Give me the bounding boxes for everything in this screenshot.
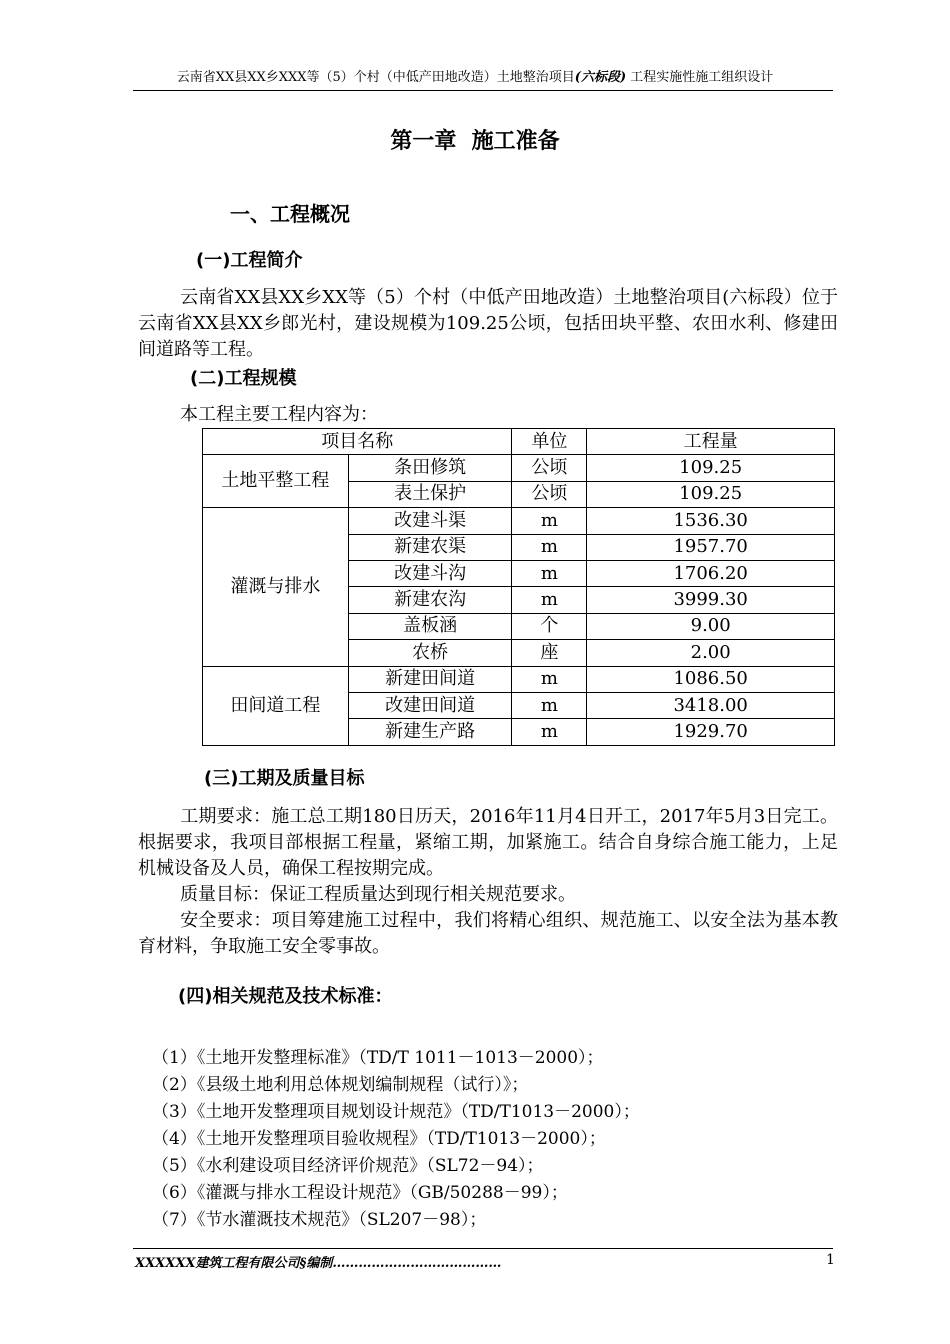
table-row [203,666,835,692]
unit-cell: m [512,666,587,692]
qty-cell: 1706.20 [587,560,835,586]
qty-cell: 1086.50 [587,666,835,692]
item-cell: 新建生产路 [348,719,512,745]
group-cell: 土地平整工程 [203,455,349,508]
standard-item: （7）《节水灌溉技术规范》（SL207－98）； [152,1210,487,1230]
unit-cell: m [512,534,587,560]
standard-item: （6）《灌溉与排水工程设计规范》（GB/50288－99）； [152,1183,568,1203]
standard-item: （5）《水利建设项目经济评价规范》（SL72－94）； [152,1156,544,1176]
chapter-title: 第一章 施工准备 [390,129,560,154]
header-divider [133,90,833,91]
item-cell: 改建田间道 [348,692,512,718]
header-text: 云南省XX县XX乡XXX等（5）个村（中低产田地改造）土地整治项目 [176,70,575,85]
subsection-title-standards: (四)相关规范及技术标准： [178,986,393,1007]
schedule-text: 工期要求：施工总工期180日历天，2016年11月4日开工，2017年5月3日完工。根据要求，我项目部根据工程量，紧缩工期，加紧施工。结合自身综合施工能力，上足机械设备及人员，确保工程按期完成。 [138,806,838,879]
unit-cell: m [512,560,587,586]
quality-paragraph [138,882,838,908]
standard-item: （3）《土地开发整理项目规划设计规范》（TD/T1013－2000）； [152,1102,640,1122]
item-cell: 表土保护 [348,481,512,507]
qty-cell: 109.25 [587,481,835,507]
subsection-title-scale: (二)工程规模 [190,368,297,389]
item-cell: 盖板涵 [348,613,512,639]
qty-cell: 109.25 [587,455,835,481]
unit-cell: 个 [512,613,587,639]
header-emphasis: (六标段) [574,70,627,85]
table-header-row [203,429,835,455]
unit-cell: m [512,508,587,534]
overview-paragraph [138,285,838,363]
subsection-title-schedule: (三)工期及质量目标 [204,768,365,789]
qty-cell: 9.00 [587,613,835,639]
item-cell: 新建田间道 [348,666,512,692]
unit-cell: m [512,692,587,718]
item-cell: 农桥 [348,640,512,666]
standard-item: （2）《县级土地利用总体规划编制规程（试行）》； [152,1075,529,1095]
item-cell: 新建农渠 [348,534,512,560]
unit-cell: 公顷 [512,455,587,481]
standard-item: （4）《土地开发整理项目验收规程》（TD/T1013－2000）； [152,1129,606,1149]
unit-cell: m [512,587,587,613]
page-number: 1 [826,1252,835,1268]
table-row [203,455,835,481]
unit-cell: 座 [512,640,587,666]
works-table [202,428,835,746]
section-title: 一、工程概况 [230,202,350,226]
subsection-title-overview: (一)工程简介 [196,250,303,271]
header-text-suffix: 工程实施性施工组织设计 [626,70,774,85]
quality-text: 质量目标：保证工程质量达到现行相关规范要求。 [180,884,576,905]
qty-cell: 1536.30 [587,508,835,534]
standard-item: （1）《土地开发整理标准》（TD/T 1011－1013－2000）； [152,1048,604,1068]
group-cell: 灌溉与排水 [203,508,349,666]
footer-divider [133,1248,833,1249]
qty-cell: 1929.70 [587,719,835,745]
footer-company: XXXXXX建筑工程有限公司§编制………………………………… [135,1256,502,1271]
header-cell: 项目名称 [203,429,512,455]
item-cell: 改建斗沟 [348,560,512,586]
qty-cell: 3418.00 [587,692,835,718]
schedule-paragraph [138,804,838,882]
item-cell: 改建斗渠 [348,508,512,534]
qty-cell: 2.00 [587,640,835,666]
safety-text: 安全要求：项目筹建施工过程中，我们将精心组织、规范施工、以安全法为基本教育材料，争取施工安全零事故。 [138,910,838,957]
scale-intro [138,402,838,428]
item-cell: 新建农沟 [348,587,512,613]
page-header [0,66,950,85]
overview-text: 云南省XX县XX乡XX等（5）个村（中低产田地改造）土地整治项目(六标段）位于云南省XX县XX乡郎光村，建设规模为109.25公顷，包括田块平整、农田水利、修建田间道路等工程。 [138,287,838,360]
table-row [203,508,835,534]
header-cell: 单位 [512,429,587,455]
header-cell: 工程量 [587,429,835,455]
item-cell: 条田修筑 [348,455,512,481]
group-cell: 田间道工程 [203,666,349,745]
scale-intro-text: 本工程主要工程内容为： [180,404,378,425]
qty-cell: 3999.30 [587,587,835,613]
unit-cell: m [512,719,587,745]
safety-paragraph [138,908,838,960]
qty-cell: 1957.70 [587,534,835,560]
unit-cell: 公顷 [512,481,587,507]
